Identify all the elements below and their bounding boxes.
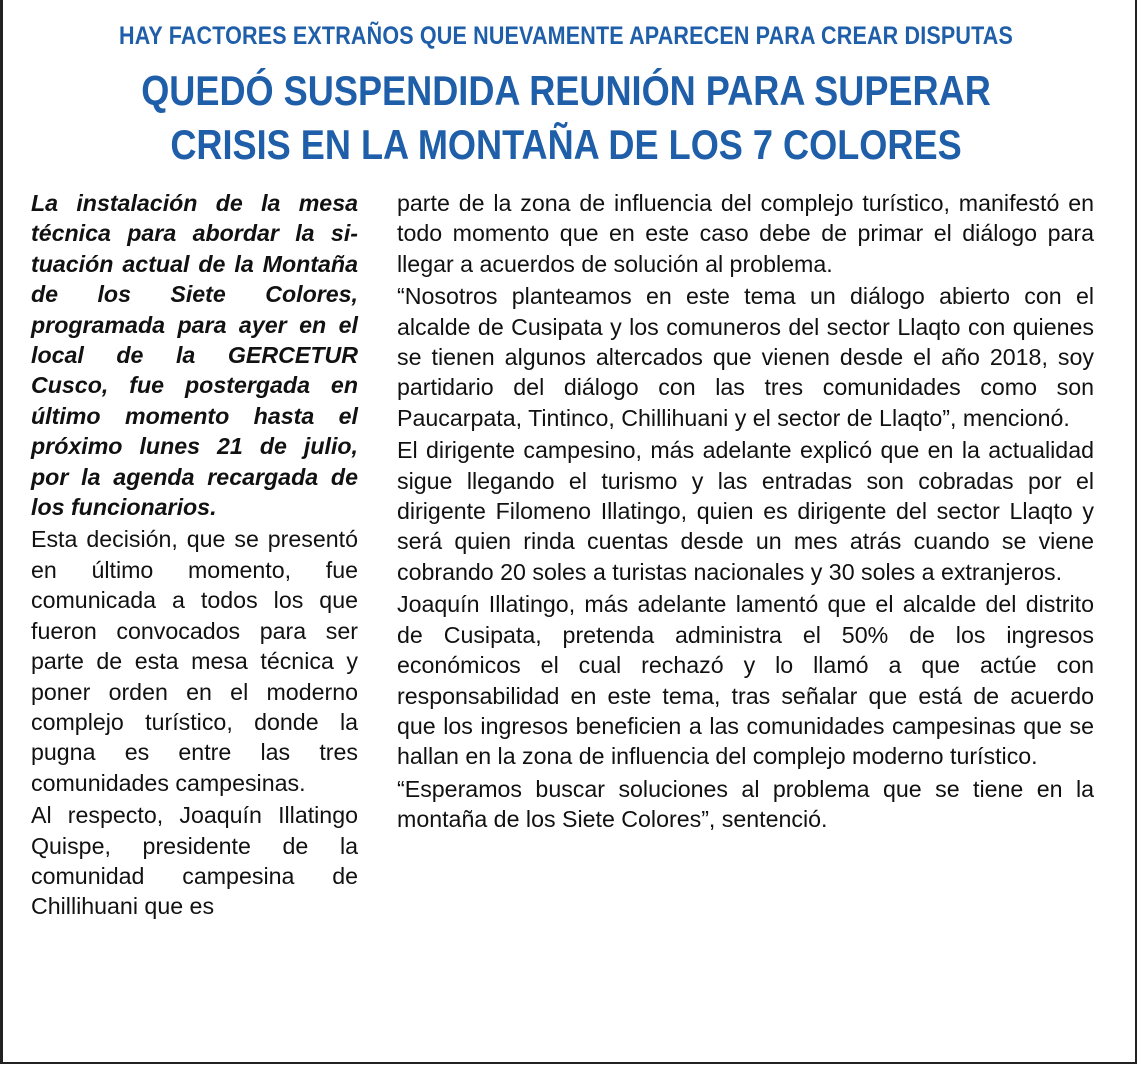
article-headline [79, 64, 1053, 172]
body-paragraph: El dirigente campesino, más adelante explicó que en la actualidad sigue llegando el turismo y las entradas son cobradas por el dirigente Filomeno Illatingo, quien es dirigente del sector Llaqto y será quien rinda cuentas desde un mes atrás cuando se viene cobrando 20 soles a turistas nacionales y 30 soles a extranjeros. [397, 437, 1094, 585]
headline-line-1: QUEDÓ SUSPENDIDA REUNIÓN PARA SUPERAR [141, 67, 991, 114]
left-column [31, 188, 358, 924]
article-kicker: HAY FACTORES EXTRAÑOS QUE NUEVAMENTE APARECEN PARA CREAR DISPUTAS [119, 22, 1013, 50]
body-paragraph: parte de la zona de influencia del complejo turístico, manifestó en todo momento que en este caso debe de primar el diálogo para llegar a acuerdos de solución al problema. [397, 190, 1094, 277]
body-paragraph: “Esperamos buscar soluciones al problema que se tiene en la montaña de los Siete Colores”, sentenció. [397, 775, 1094, 833]
body-paragraph: Al respecto, Joaquín Illatingo Quispe, presidente de la comunidad campesina de Chillihuani que es [31, 802, 358, 920]
lead-paragraph: La instalación de la mesa técnica para abordar la situación actual de la Montaña de los Siete Colores, programada para ayer en el local de la GERCETUR Cusco, fue postergada en último momento hasta el próximo lunes 21 de julio, por la agenda recargada de los funcionarios. [31, 190, 358, 521]
body-paragraph: Joaquín Illatingo, más adelante lamentó que el alcalde del distrito de Cusipata, pretenda administra el 50% de los ingresos económicos el cual rechazó y lo llamó a que actúe con responsabilidad en este tema, tras señalar que está de acuerdo que los ingresos beneficien a las comunidades campesinas que se hallan en la zona de influencia del complejo moderno turístico. [397, 591, 1094, 770]
body-paragraph: “Nosotros planteamos en este tema un diálogo abierto con el alcalde de Cusipata y los comuneros del sector Llaqto con quienes se tienen algunos altercados que vienen desde el año 2018, soy partidario del diálogo con las tres comunidades como son Paucarpata, Tintinco, Chillihuani y el sector de Llaqto”, mencionó. [397, 283, 1094, 431]
headline-line-2: CRISIS EN LA MONTAÑA DE LOS 7 COLORES [170, 121, 962, 168]
body-paragraph: Esta decisión, que se presentó en último momento, fue comunicada a todos los que fueron convocados para ser parte de esta mesa técnica y poner orden en el moderno complejo turístico, donde la pugna es entre las tres comunidades campesinas. [31, 526, 358, 796]
right-column [397, 188, 1094, 837]
